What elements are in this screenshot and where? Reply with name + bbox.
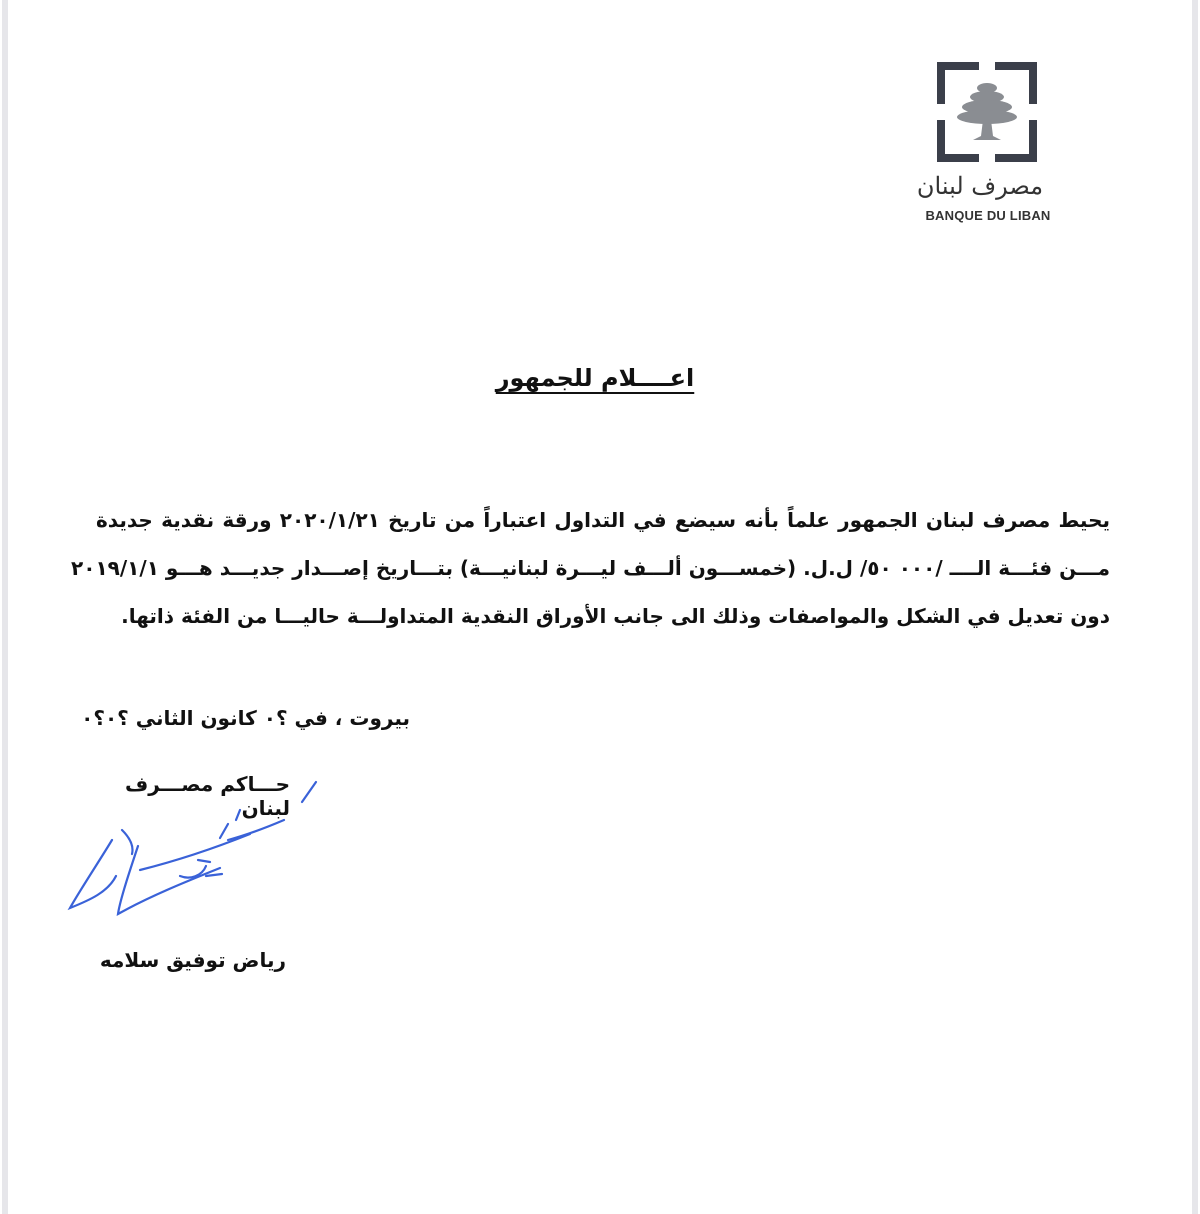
bank-logo — [905, 60, 1095, 230]
page-edge-right — [1192, 0, 1198, 1214]
date-line: بيروت ، في ؟٠ كانون الثاني ؟٠؟٠ — [81, 706, 410, 730]
page-edge-left — [2, 0, 8, 1214]
signatory-name: رياض توفيق سلامه — [99, 948, 286, 972]
bank-name-arabic: مصرف لبنان — [916, 172, 1044, 200]
body-line: يحيط مصرف لبنان الجمهور علماً بأنه سيضع في التداول اعتباراً من تاريخ ٢٠٢٠/١/٢١ ورقة نقدية جديدة — [96, 508, 1110, 532]
body-line: مـــن فئـــة الــــ /٠٠٠ ٥٠/ ل.ل. (خمســـون ألـــف ليـــرة لبنانيـــة) بتـــاريخ إصـــدار جديـــد هـــو ٢٠١٩/١/١ — [71, 556, 1110, 580]
handwritten-signature — [60, 780, 340, 930]
announcement-body — [71, 500, 1110, 644]
signatory-title: حـــاكم مصـــرف لبنان — [125, 772, 290, 820]
document-title: اعــــلام للجمهور — [495, 364, 695, 392]
body-line: دون تعديل في الشكل والمواصفات وذلك الى جانب الأوراق النقدية المتداولـــة حاليـــا من الفئة ذاتها. — [121, 604, 1110, 628]
cedar-tree-icon — [935, 60, 1039, 164]
bank-name-french: BANQUE DU LIBAN — [925, 208, 1051, 223]
